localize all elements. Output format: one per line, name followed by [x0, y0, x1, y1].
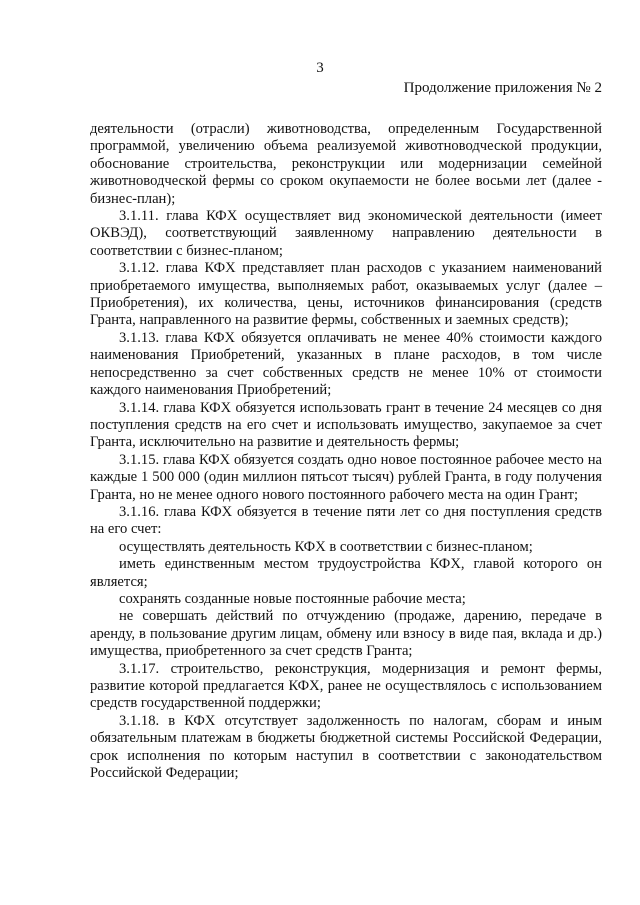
list-item-employment: иметь единственным местом трудоустройства КФХ, главой которого он является; — [90, 556, 602, 590]
list-item-business-plan: осуществлять деятельность КФХ в соответствии с бизнес-планом; — [119, 538, 533, 555]
appendix-header: Продолжение приложения № 2 — [403, 80, 602, 96]
paragraph-3-1-13: 3.1.13. глава КФХ обязуется оплачивать не менее 40% стоимости каждого наименования Приобретений, указанных в плане расходов, в том числе непосредственно за счет собственных средств не менее 10% от стоимости каждого наименования Приобретений; — [90, 329, 602, 399]
page-number: 3 — [316, 60, 324, 76]
paragraph-3-1-16: 3.1.16. глава КФХ обязуется в течение пяти лет со дня поступления средств на его счет: — [90, 503, 602, 538]
paragraph-3-1-11: 3.1.11. глава КФХ осуществляет вид экономической деятельности (имеет ОКВЭД), соответствующий заявленному направлению деятельности в соответствии с бизнес-планом; — [90, 208, 602, 259]
paragraph-continuation: деятельности (отрасли) животноводства, определенным Государственной программой, увеличению объема реализуемой животноводческой продукции, обоснование строительства, реконструкции или модернизации семейной животноводческой фермы со сроком окупаемости не более восьми лет (далее - бизнес-план); — [90, 121, 602, 207]
list-item-no-alienation: не совершать действий по отчуждению (продаже, дарению, передаче в аренду, в пользование другим лицам, обмену или взносу в виде пая, вклада и др.) имущества, приобретенного за счет средств Гранта; — [90, 608, 602, 660]
paragraph-3-1-18: 3.1.18. в КФХ отсутствует задолженность по налогам, сборам и иным обязательным платежам в бюджеты бюджетной системы Российской Федерации, срок исполнения по которым наступил в соответствии с законодательством Российской Федерации; — [90, 712, 602, 782]
document-body — [90, 121, 602, 782]
list-item-jobs: сохранять созданные новые постоянные рабочие места; — [119, 590, 466, 607]
paragraph-3-1-14: 3.1.14. глава КФХ обязуется использовать грант в течение 24 месяцев со дня поступления средств на его счет и использовать имущество, закупаемое за счет Гранта, исключительно на развитие и деятельность фермы; — [90, 399, 602, 451]
paragraph-3-1-12: 3.1.12. глава КФХ представляет план расходов с указанием наименований приобретаемого имущества, выполняемых работ, оказываемых услуг (далее – Приобретения), их количества, цены, источников финансирования (средств Гранта, направленного на развитие фермы, собственных и заемных средств); — [90, 260, 602, 329]
paragraph-3-1-15: 3.1.15. глава КФХ обязуется создать одно новое постоянное рабочее место на каждые 1 500 000 (один миллион пятьсот тысяч) рублей Гранта, в году получения Гранта, но не менее одного нового постоянного рабочего места на один Грант; — [90, 451, 602, 503]
paragraph-3-1-17: 3.1.17. строительство, реконструкция, модернизация и ремонт фермы, развитие которой предлагается КФХ, ранее не осуществлялось с использованием средств государственной поддержки; — [90, 660, 602, 712]
